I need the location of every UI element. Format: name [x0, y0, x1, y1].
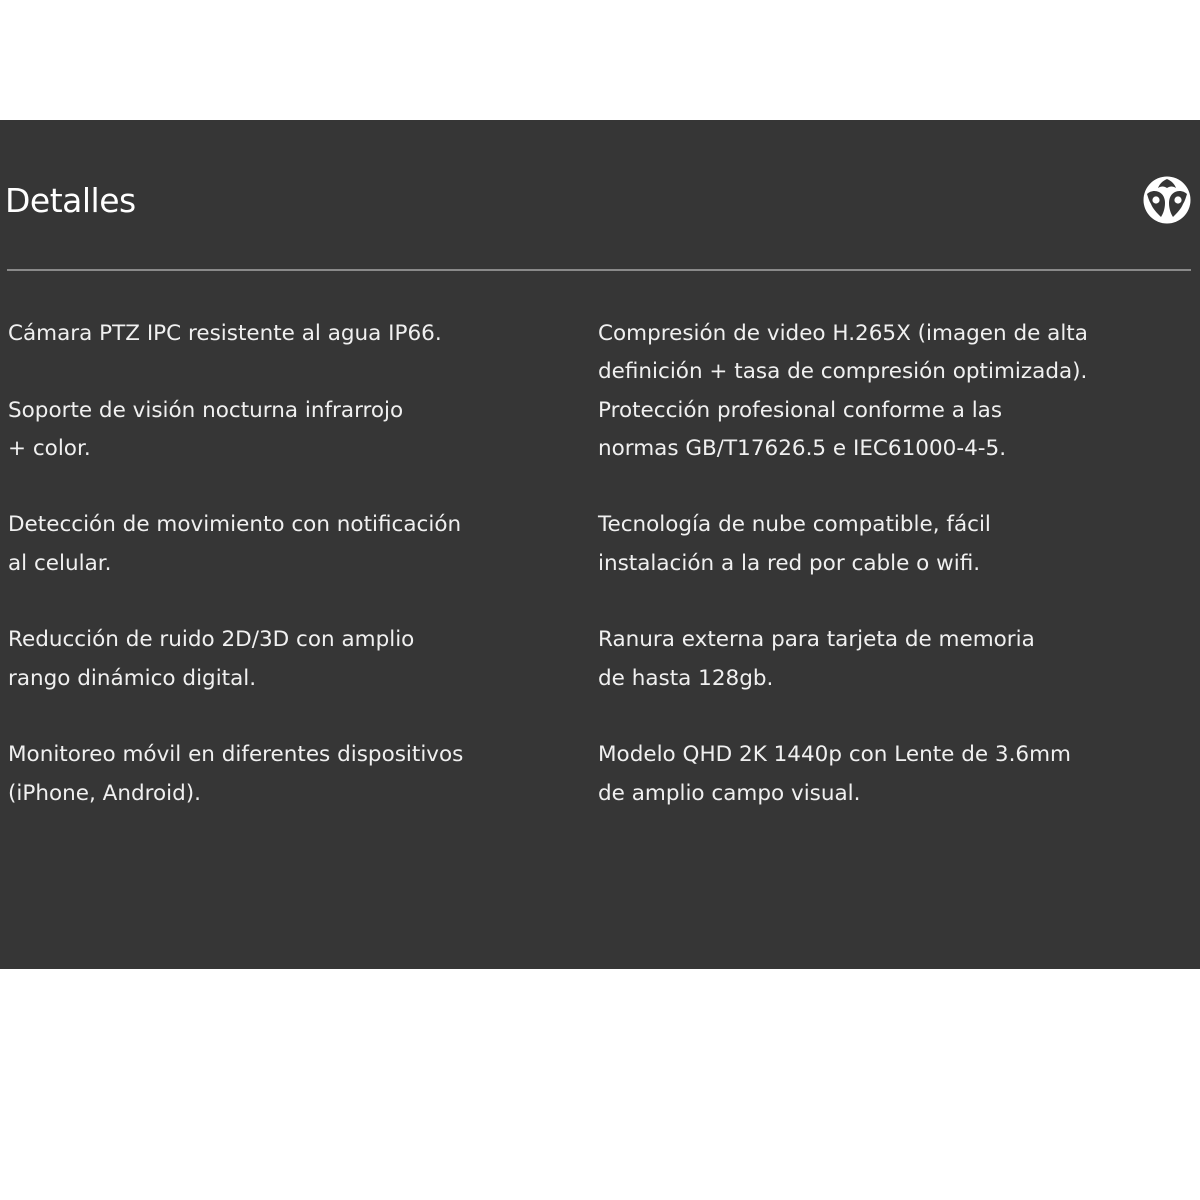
feature-item: Modelo QHD 2K 1440p con Lente de 3.6mm de amplio campo visual.: [598, 742, 1071, 806]
feature-item: Ranura externa para tarjeta de memoria de hasta 128gb.: [598, 627, 1035, 691]
owl-face-icon: [1143, 176, 1191, 224]
feature-item: Soporte de visión nocturna infrarrojo + color.: [8, 397, 404, 461]
spacer: [598, 698, 1158, 736]
feature-item: Reducción de ruido 2D/3D con amplio rango dinámico digital.: [8, 627, 415, 691]
section-title: Detalles: [5, 181, 136, 220]
header-divider: [7, 269, 1191, 271]
feature-item: Detección de movimiento con notificación al celular.: [8, 512, 462, 576]
feature-item: Monitoreo móvil en diferentes dispositivos (iPhone, Android).: [8, 742, 464, 806]
feature-item: Compresión de video H.265X (imagen de alta definición + tasa de compresión optimizada).: [598, 321, 1088, 385]
feature-item: Tecnología de nube compatible, fácil instalación a la red por cable o wifi.: [598, 512, 991, 576]
spacer: [598, 583, 1158, 621]
details-panel: [0, 120, 1200, 969]
feature-item: Cámara PTZ IPC resistente al agua IP66.: [8, 321, 442, 346]
spacer: [598, 468, 1158, 506]
features-left-column: [8, 315, 578, 851]
feature-item: Protección profesional conforme a las normas GB/T17626.5 e IEC61000-4-5.: [598, 397, 1007, 461]
features-right-column: [598, 315, 1158, 813]
